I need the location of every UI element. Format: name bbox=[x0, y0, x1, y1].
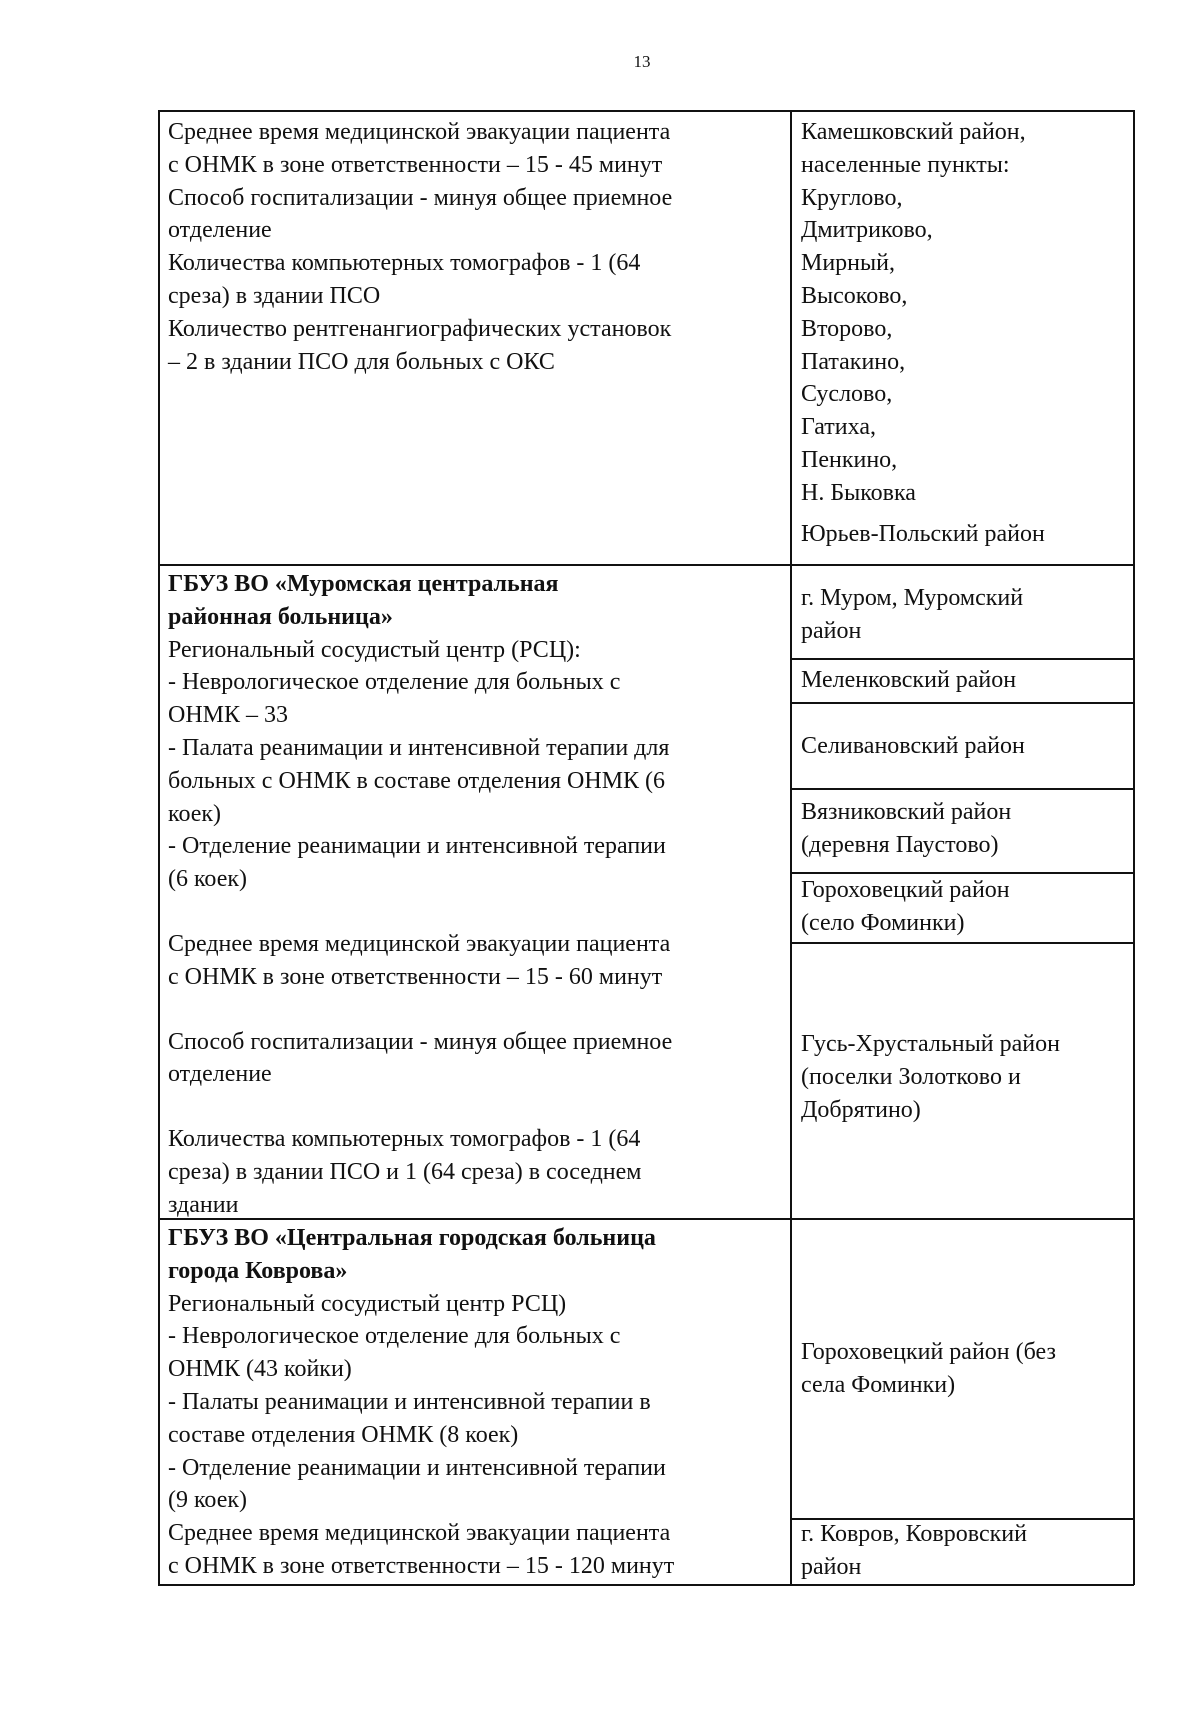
district-line: Юрьев-Польский район bbox=[801, 520, 1045, 547]
text-line: среза) в здании ПСО и 1 (64 среза) в соседнем bbox=[168, 1158, 642, 1185]
text-line: среза) в здании ПСО bbox=[168, 282, 381, 309]
district-line: Селивановский район bbox=[801, 733, 1025, 759]
text-line: Среднее время медицинской эвакуации пациента bbox=[168, 1520, 671, 1547]
district-kovrov bbox=[801, 1518, 1129, 1584]
district-line: Гороховецкий район bbox=[801, 877, 1010, 903]
text-line: Среднее время медицинской эвакуации пациента bbox=[168, 119, 671, 145]
row2-description bbox=[168, 568, 780, 1222]
text-line: – 2 в здании ПСО для больных с ОКС bbox=[168, 348, 555, 375]
text-line: Региональный сосудистый центр (РСЦ): bbox=[168, 636, 581, 663]
column-divider bbox=[790, 110, 792, 1585]
text-line: Среднее время медицинской эвакуации пациента bbox=[168, 930, 671, 957]
district-line: Круглово, bbox=[801, 184, 903, 211]
page-number: 13 bbox=[633, 52, 651, 71]
district-line: Мирный, bbox=[801, 250, 895, 277]
hospital-name: районная больница» bbox=[168, 603, 393, 630]
table-border-bottom bbox=[158, 1584, 1134, 1586]
hospital-districts-table bbox=[158, 110, 1134, 1590]
district-gus-khrustalny bbox=[801, 1028, 1129, 1126]
text-line: коек) bbox=[168, 800, 222, 827]
text-line: составе отделения ОНМК (8 коек) bbox=[168, 1421, 519, 1448]
district-line: г. Ковров, Ковровский bbox=[801, 1521, 1027, 1547]
district-line: Н. Быковка bbox=[801, 479, 916, 506]
district-melenki bbox=[801, 664, 1129, 697]
district-line: Гусь-Хрустальный район bbox=[801, 1031, 1060, 1057]
district-divider bbox=[790, 942, 1134, 944]
district-line: район bbox=[801, 1553, 862, 1580]
district-line: Дмитриково, bbox=[801, 217, 933, 244]
district-line: район bbox=[801, 617, 862, 644]
district-line: Гатиха, bbox=[801, 414, 876, 441]
text-line: - Отделение реанимации и интенсивной терапии bbox=[168, 833, 666, 860]
hospital-name: ГБУЗ ВО «Муромская центральная bbox=[168, 571, 559, 597]
row1-districts bbox=[801, 116, 1129, 550]
text-line: Количество рентгенангиографических установок bbox=[168, 315, 672, 342]
text-line: с ОНМК в зоне ответственности – 15 - 60 минут bbox=[168, 963, 663, 990]
district-divider bbox=[790, 658, 1134, 660]
text-line: Количества компьютерных томографов - 1 (64 bbox=[168, 1126, 641, 1153]
district-line: села Фоминки) bbox=[801, 1371, 956, 1398]
text-line: Способ госпитализации - минуя общее приемное bbox=[168, 1028, 673, 1055]
text-line: Региональный сосудистый центр РСЦ) bbox=[168, 1290, 567, 1317]
district-line: Вязниковский район bbox=[801, 799, 1012, 825]
row-divider-1 bbox=[158, 564, 1134, 566]
district-line: Камешковский район, bbox=[801, 119, 1026, 145]
text-line: - Палата реанимации и интенсивной терапии для bbox=[168, 734, 670, 761]
text-line: - Палаты реанимации и интенсивной терапии в bbox=[168, 1388, 651, 1415]
district-line: Второво, bbox=[801, 315, 893, 342]
district-line: (поселки Золотково и bbox=[801, 1063, 1021, 1090]
row3-description bbox=[168, 1222, 780, 1583]
district-line: населенные пункты: bbox=[801, 151, 1010, 178]
district-gorokhovets-fominki bbox=[801, 874, 1129, 940]
district-divider bbox=[790, 702, 1134, 704]
text-line: с ОНМК в зоне ответственности – 15 - 120 минут bbox=[168, 1552, 675, 1579]
district-line: Суслово, bbox=[801, 381, 893, 408]
hospital-name: ГБУЗ ВО «Центральная городская больница bbox=[168, 1225, 656, 1251]
district-line: г. Муром, Муромский bbox=[801, 585, 1024, 611]
district-line: Высоково, bbox=[801, 282, 908, 309]
text-line: ОНМК – 33 bbox=[168, 702, 289, 729]
district-line: (деревня Паустово) bbox=[801, 831, 999, 858]
district-line: Патакино, bbox=[801, 348, 906, 375]
text-line: - Отделение реанимации и интенсивной терапии bbox=[168, 1454, 666, 1481]
district-selivanovo bbox=[801, 730, 1129, 763]
text-line: здании bbox=[168, 1191, 239, 1218]
district-murom bbox=[801, 582, 1129, 648]
district-line: Меленковский район bbox=[801, 667, 1017, 693]
text-line: (9 коек) bbox=[168, 1487, 248, 1514]
text-line: (6 коек) bbox=[168, 866, 248, 893]
text-line: - Неврологическое отделение для больных с bbox=[168, 1323, 621, 1350]
text-line: больных с ОНМК в составе отделения ОНМК (6 bbox=[168, 767, 666, 794]
district-line: Пенкино, bbox=[801, 446, 898, 473]
district-vyazniki bbox=[801, 796, 1129, 862]
text-line: ОНМК (43 койки) bbox=[168, 1356, 352, 1383]
row1-description bbox=[168, 116, 780, 378]
text-line: - Неврологическое отделение для больных с bbox=[168, 669, 621, 696]
text-line: Количества компьютерных томографов - 1 (64 bbox=[168, 250, 641, 277]
table-border-top bbox=[158, 110, 1134, 112]
district-gorokhovets bbox=[801, 1336, 1129, 1402]
text-line: отделение bbox=[168, 1061, 272, 1088]
table-border-right bbox=[1133, 110, 1135, 1585]
text-line: Способ госпитализации - минуя общее приемное bbox=[168, 184, 673, 211]
text-line: с ОНМК в зоне ответственности – 15 - 45 минут bbox=[168, 151, 663, 178]
district-line: Добрятино) bbox=[801, 1096, 921, 1123]
hospital-name: города Коврова» bbox=[168, 1257, 348, 1284]
table-border-left bbox=[158, 110, 160, 1585]
district-line: (село Фоминки) bbox=[801, 909, 965, 936]
district-line: Гороховецкий район (без bbox=[801, 1339, 1056, 1365]
district-divider bbox=[790, 788, 1134, 790]
text-line: отделение bbox=[168, 217, 272, 244]
